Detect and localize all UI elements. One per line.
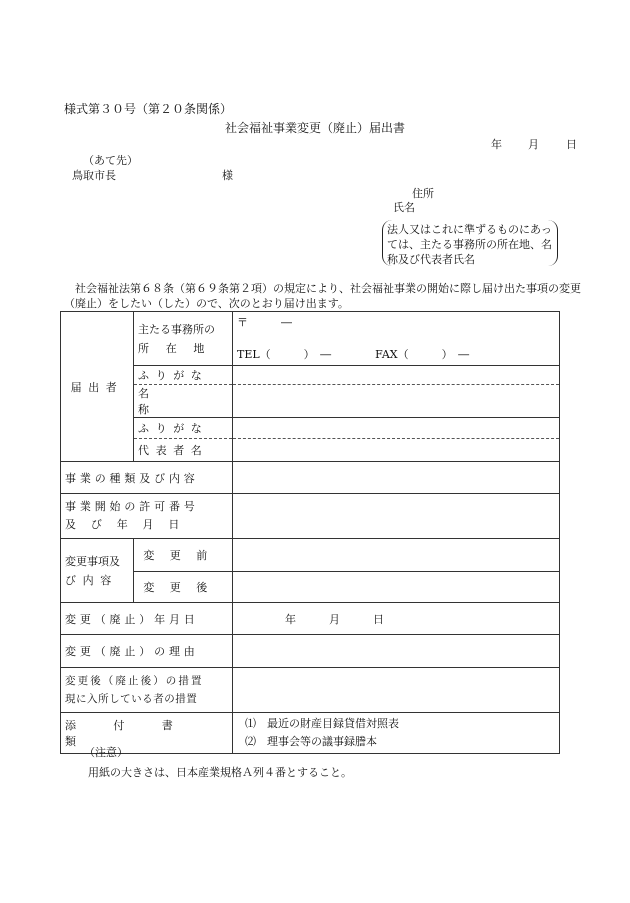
change-date-label: 変更（廃止）年月日 [61,603,233,635]
measures-label [61,668,233,713]
furigana-field-2[interactable] [233,418,560,439]
business-type-label: 事業の種類及び内容 [61,462,233,494]
furigana-field[interactable] [233,366,560,385]
attachment-item: ⑴ 最近の財産目録貸借対照表 [245,717,399,730]
office-label-line1: 主たる事務所の [138,322,215,336]
office-address-label [134,312,233,366]
notification-table [60,311,560,754]
furigana-label: ふりがな [134,366,233,385]
date-day: 日 [566,138,577,151]
addressee-name: 鳥取市長 [72,169,116,182]
representative-label: 代表者名 [134,439,233,462]
after-field[interactable] [233,572,560,603]
form-number: 様式第３０号（第２０条関係） [64,102,233,116]
change-items-label [61,539,134,603]
permit-field[interactable] [233,494,560,539]
change-label-line1: 変更事項及 [65,554,120,568]
applicant-note: 法人又はこれに準ずるものにあっては、主たる事務所の所在地、名称及び代表者氏名 [382,220,558,266]
attachments-label: 添付書類 [61,713,233,754]
notes-body: 用紙の大きさは、日本産業規格Ａ列４番とすること。 [88,766,352,779]
business-type-field[interactable] [233,462,560,494]
name-field[interactable] [233,385,560,418]
measures-label-line1: 変更後（廃止後）の措置 [65,675,204,687]
change-date-field[interactable]: 年 月 日 [233,603,560,635]
postal-mark: 〒 ― [237,316,292,329]
representative-field[interactable] [233,439,560,462]
document-title: 社会福祉事業変更（廃止）届出書 [224,121,405,135]
applicant-address-label: 住所 [412,187,434,200]
permit-label-line1: 事業開始の許可番号 [65,500,199,513]
honorific: 様 [222,169,233,182]
body-text: 社会福祉法第６８条（第６９条第２項）の規定により、社会福祉事業の開始に際し届け出た事項の変更（廃止）をしたい（した）ので、次のとおり届け出ます。 [64,282,581,310]
furigana-label-2: ふりがな [134,418,233,439]
date-year: 年 [491,138,502,151]
attachments-list [233,713,560,754]
office-address-field[interactable] [233,312,560,366]
permit-label [61,494,233,539]
change-reason-label: 変更（廃止）の理由 [61,635,233,668]
before-field[interactable] [233,539,560,572]
applicant-name-label: 氏名 [393,201,415,214]
change-reason-field[interactable] [233,635,560,668]
addressee-label: （あて先） [83,154,138,167]
change-label-line2: び内容 [65,573,118,587]
name-label: 名称 [134,385,233,418]
tel-fax-line: TEL（ ） ― FAX（ ） ― [237,348,470,361]
office-label-line2: 所 在 地 [138,341,211,355]
notifier-label: 届出者 [61,312,134,462]
attachment-item: ⑵ 理事会等の議事録謄本 [245,735,377,748]
measures-label-line2: 現に入所している者の措置 [65,693,198,705]
date-month: 月 [528,138,539,151]
notes-title: （注意） [84,746,128,759]
measures-field[interactable] [233,668,560,713]
permit-label-line2: 及び年月日 [65,518,195,531]
after-label: 変更後 [134,572,233,603]
before-label: 変更前 [134,539,233,572]
